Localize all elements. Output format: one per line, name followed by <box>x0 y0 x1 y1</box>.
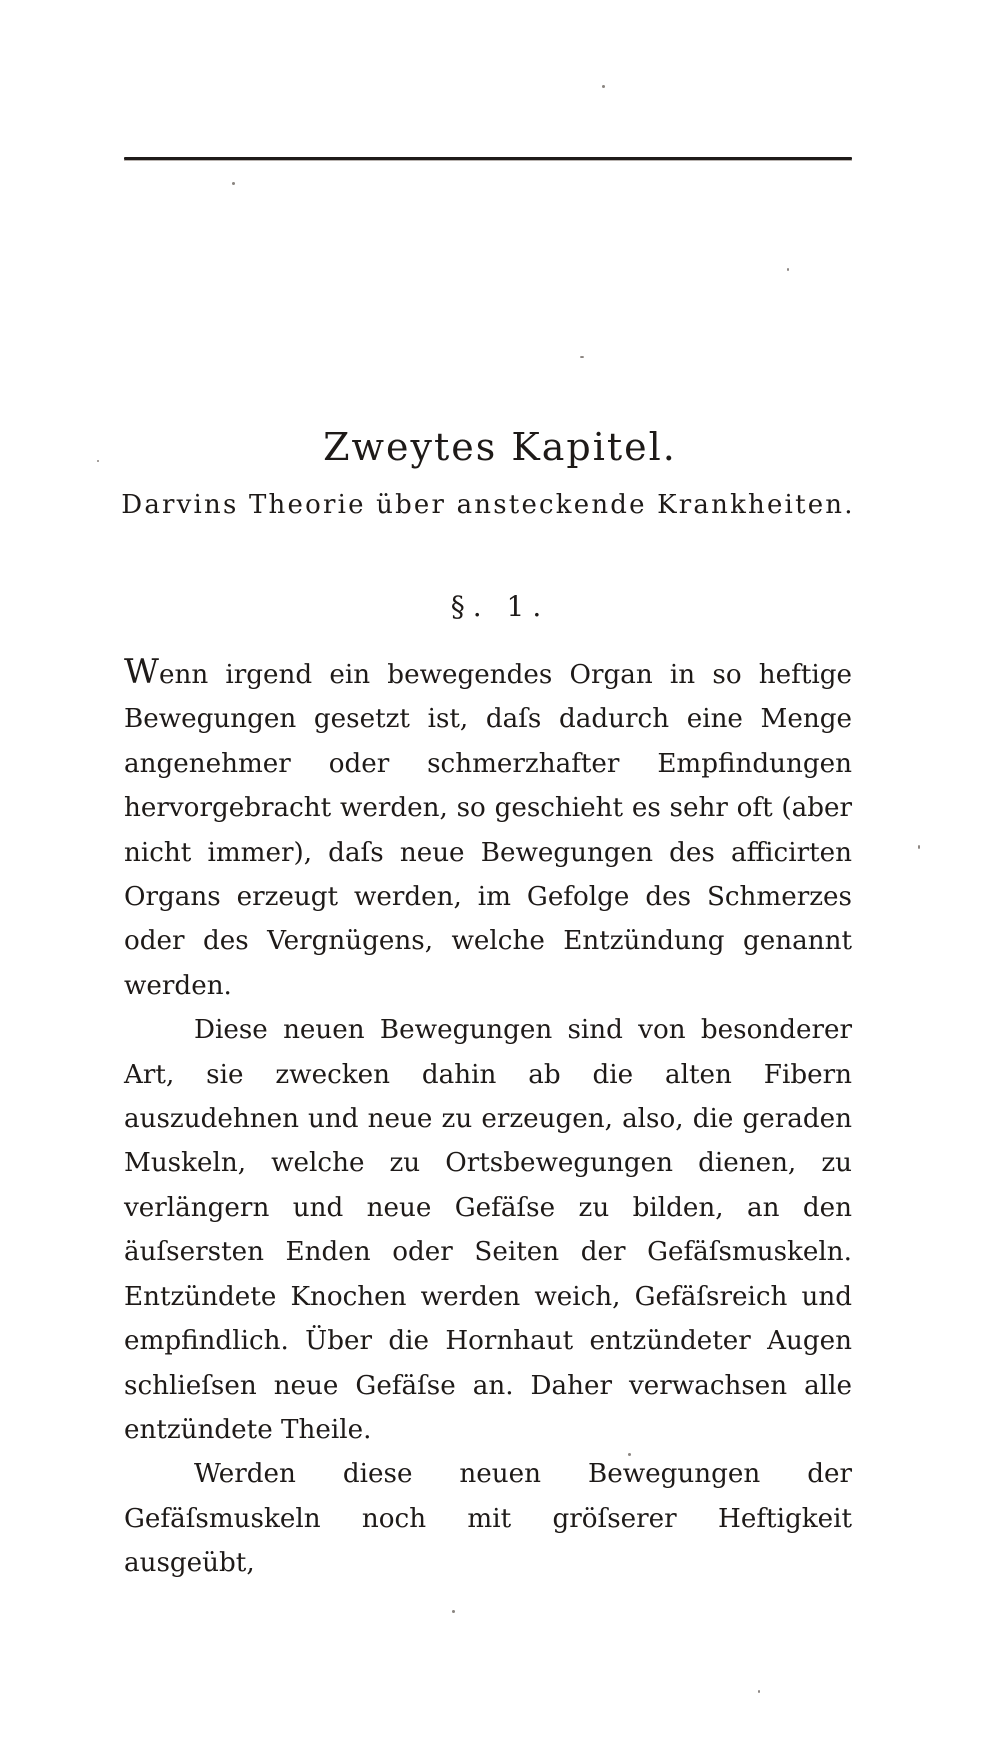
paper-speck <box>918 845 920 849</box>
paper-speck <box>602 85 605 88</box>
chapter-title: Zweytes Kapitel. <box>323 425 677 469</box>
paper-speck <box>787 268 789 271</box>
paper-speck <box>232 182 235 185</box>
paragraph-1-text: enn irgend ein bewegendes Organ in so heftige Bewegungen gesetzt ist, daſs dadurch eine Menge angenehmer oder schmerzhafter Empfindungen hervorgebracht werden, so geschieht es sehr oft (aber nicht immer), daſs neue Bewegungen des afficirten Organs erzeugt werden, im Gefolge des Schmerzes oder des Vergnügens, welche Entzündung genannt werden. <box>124 660 852 1001</box>
paper-speck <box>452 1610 455 1613</box>
paragraph-2: Diese neuen Bewegungen sind von besonderer Art, sie zwecken dahin ab die alten Fibern auszudehnen und neue zu erzeugen, also, die geraden Muskeln, welche zu Ortsbewegungen dienen, zu verlängern und neue Gefäſse zu bilden, an den äuſsersten Enden oder Seiten der Gefäſsmuskeln. Entzündete Knochen werden weich, Gefäſsreich und empfindlich. Über die Hornhaut entzündeter Augen schlieſsen neue Gefäſse an. Daher verwachsen alle entzündete Theile. <box>124 1015 852 1445</box>
paper-speck <box>628 1453 631 1456</box>
paper-speck <box>580 356 584 358</box>
paragraph-initial: W <box>124 652 159 692</box>
chapter-subtitle: Darvins Theorie über ansteckende Krankheiten. <box>121 490 855 520</box>
paragraph-3: Werden diese neuen Bewegungen der Gefäſsmuskeln noch mit gröſserer Heftigkeit ausgeübt, <box>124 1459 852 1579</box>
section-number: §. 1. <box>450 590 550 623</box>
paragraph-1 <box>124 650 852 1008</box>
header-rule <box>124 157 852 160</box>
paper-speck <box>97 460 99 462</box>
body-text <box>124 650 852 1586</box>
paper-speck <box>758 1690 760 1693</box>
